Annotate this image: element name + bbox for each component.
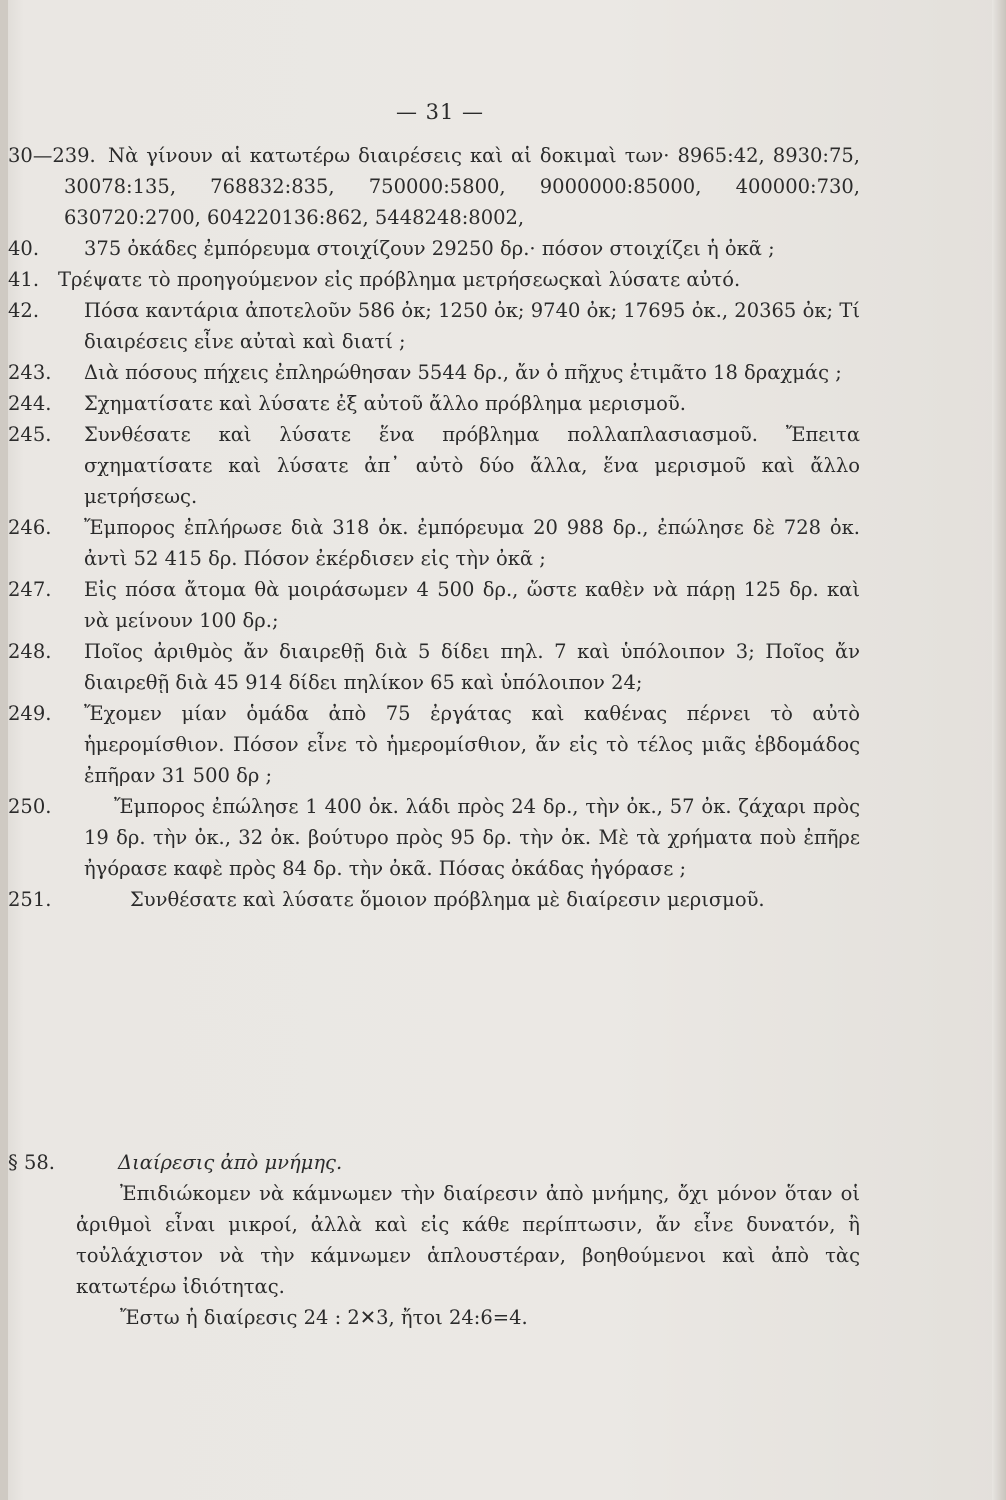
problem-text: Συνθέσατε καὶ λύσατε ὅμοιον πρόβλημα μὲ διαίρεσιν μερισμοῦ.: [130, 888, 765, 911]
section-58: [8, 1147, 860, 1333]
section-number: § 58.: [8, 1151, 55, 1174]
problem-item: [8, 140, 860, 233]
problem-number: 246.: [8, 516, 52, 539]
problem-list: [0, 140, 860, 915]
problem-item: [8, 295, 860, 357]
problem-text: Ἔμπορος ἐπώλησε 1 400 ὀκ. λάδι πρὸς 24 δρ., τὴν ὀκ., 57 ὀκ. ζάχαρι πρὸς 19 δρ. τὴν ὀκ., 32 ὀκ. βούτυρο πρὸς 95 δρ. τὴν ὀκ. Μὲ τὰ χρήματα ποὺ ἐπῆρε ἠγόρασε καφὲ πρὸς 84 δρ. τὴν ὀκᾶ. Πόσας ὀκάδας ἠγόρασε ;: [84, 795, 860, 880]
problem-number: 249.: [8, 702, 52, 725]
problem-number: 244.: [8, 392, 52, 415]
problem-item: [8, 264, 860, 295]
section-title: Διαίρεσις ἀπὸ μνήμης.: [118, 1151, 343, 1174]
problem-text: Συνθέσατε καὶ λύσατε ἕνα πρόβλημα πολλαπλασιασμοῦ. Ἔπειτα σχηματίσατε καὶ λύσατε ἀπ᾿ αὐτὸ δύο ἄλλα, ἕνα μερισμοῦ καὶ ἄλλο μετρήσεως.: [84, 423, 860, 508]
problem-item: [8, 512, 860, 574]
problem-text: Ποῖος ἀριθμὸς ἄν διαιρεθῇ διὰ 5 δίδει πηλ. 7 καὶ ὑπόλοιπον 3; Ποῖος ἄν διαιρεθῇ διὰ 45 914 δίδει πηλίκον 65 καὶ ὑπόλοιπον 24;: [84, 640, 860, 694]
problem-item: [8, 388, 860, 419]
problem-item: [8, 233, 860, 264]
section-body: Ἐπιδιώκομεν νὰ κάμνωμεν τὴν διαίρεσιν ἀπὸ μνήμης, ὄχι μόνον ὅταν οἱ ἀριθμοὶ εἶναι μικροί, ἀλλὰ καὶ εἰς κάθε περίπτωσιν, ἄν εἶνε δυνατόν, ἢ τοὐλάχιστον νὰ τὴν κάμνωμεν ἁπλουστέραν, βοηθούμενοι καὶ ἀπὸ τὰς κατωτέρω ἰδιότητας.: [76, 1182, 860, 1298]
section-example: Ἔστω ἡ διαίρεσις 24 : 2✕3, ἤτοι 24:6=4.: [120, 1306, 528, 1329]
problem-item: [8, 884, 860, 915]
problem-number: 250.: [8, 795, 52, 818]
problem-number: 42.: [8, 299, 40, 322]
problem-text: Πόσα καντάρια ἀποτελοῦν 586 ὀκ; 1250 ὀκ; 9740 ὀκ; 17695 ὀκ., 20365 ὀκ; Τί διαιρέσεις εἶνε αὐταὶ καὶ διατί ;: [84, 299, 860, 353]
problem-number: 243.: [8, 361, 52, 384]
section-heading: [8, 1147, 860, 1178]
problem-text: Τρέψατε τὸ προηγούμενον εἰς πρόβλημα μετρήσεωςκαὶ λύσατε αὐτό.: [58, 268, 741, 291]
page-right-edge: [992, 0, 1006, 1500]
problem-text: Ἔχομεν μίαν ὁμάδα ἀπὸ 75 ἐργάτας καὶ καθένας πέρνει τὸ αὐτὸ ἡμερομίσθιον. Πόσον εἶνε τὸ ἡμερομίσθιον, ἄν εἰς τὸ τέλος μιᾶς ἑβδομάδος ἐπῆραν 31 500 δρ ;: [84, 702, 860, 787]
problem-item: [8, 574, 860, 636]
problem-text: Διὰ πόσους πήχεις ἐπληρώθησαν 5544 δρ., ἄν ὁ πῆχυς ἐτιμᾶτο 18 δραχμάς ;: [84, 361, 842, 384]
problem-text: Νὰ γίνουν αἱ κατωτέρω διαιρέσεις καὶ αἱ δοκιμαὶ των· 8965:42, 8930:75, 30078:135, 768832:835, 750000:5800, 9000000:85000, 400000:730, 630720:2700, 604220136:862, 5448248:8002,: [64, 144, 860, 229]
problem-number: 251.: [8, 888, 52, 911]
problem-number: 248.: [8, 640, 52, 663]
problem-text: Ἔμπορος ἐπλήρωσε διὰ 318 ὀκ. ἐμπόρευμα 20 988 δρ., ἐπώλησε δὲ 728 ὀκ. ἀντὶ 52 415 δρ. Πόσον ἐκέρδισεν εἰς τὴν ὀκᾶ ;: [84, 516, 860, 570]
problem-item: [8, 636, 860, 698]
problem-text: 375 ὀκάδες ἐμπόρευμα στοιχίζουν 29250 δρ.· πόσον στοιχίζει ἡ ὀκᾶ ;: [84, 237, 775, 260]
problem-item: [8, 419, 860, 512]
page-number: — 31 —: [395, 100, 485, 124]
problem-text: Σχηματίσατε καὶ λύσατε ἐξ αὐτοῦ ἄλλο πρόβλημα μερισμοῦ.: [84, 392, 686, 415]
problem-item: [8, 791, 860, 884]
problem-item: [8, 698, 860, 791]
problem-number: 40.: [8, 237, 40, 260]
problem-text: Εἰς πόσα ἄτομα θὰ μοιράσωμεν 4 500 δρ., ὥστε καθὲν νὰ πάρῃ 125 δρ. καὶ νὰ μείνουν 100 δρ.;: [84, 578, 860, 632]
problem-item: [8, 357, 860, 388]
problem-number: 245.: [8, 423, 52, 446]
problem-number: 247.: [8, 578, 52, 601]
problem-number: 30—239.: [8, 144, 96, 167]
problem-number: 41.: [8, 268, 40, 291]
